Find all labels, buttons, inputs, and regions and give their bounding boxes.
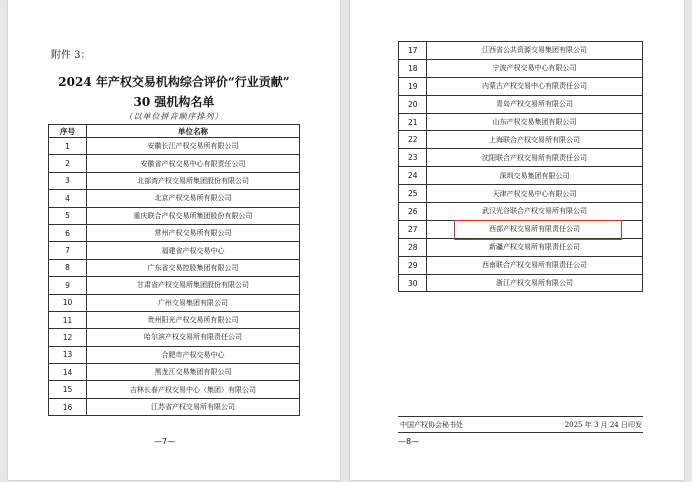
row-number: 14 (49, 364, 87, 381)
institution-name: 广州交易集团有限公司 (87, 294, 300, 311)
institution-name: 安徽省产权交易中心有限责任公司 (87, 155, 300, 172)
document-title-line1: 2024 年产权交易机构综合评价“行业贡献” (58, 75, 290, 89)
document-page-right (350, 0, 684, 480)
row-number: 17 (399, 42, 427, 60)
table-header-row (49, 125, 300, 138)
footer-issuer: 中国产权协会秘书处 (400, 421, 463, 429)
row-number: 27 (399, 220, 427, 238)
institution-name: 合肥市产权交易中心 (87, 346, 300, 363)
row-number: 7 (49, 242, 87, 259)
row-number: 8 (49, 259, 87, 276)
institution-name: 沈阳联合产权交易所有限责任公司 (427, 149, 643, 167)
institution-name: 深圳交易集团有限公司 (427, 167, 643, 185)
column-header-name: 单位名称 (87, 125, 300, 138)
row-number: 29 (399, 256, 427, 274)
table-row (49, 138, 300, 155)
institution-name: 常州产权交易所有限公司 (87, 224, 300, 241)
table-row (399, 42, 643, 60)
institution-name: 西南联合产权交易所有限责任公司 (427, 256, 643, 274)
table-row (399, 274, 643, 292)
table-row (399, 203, 643, 221)
table-row (49, 259, 300, 276)
institution-name: 江西省公共资源交易集团有限公司 (427, 42, 643, 60)
institution-name: 吉林长春产权交易中心（集团）有限公司 (87, 381, 300, 398)
institution-name: 重庆联合产权交易所集团股份有限公司 (87, 207, 300, 224)
institution-name: 福建省产权交易中心 (87, 242, 300, 259)
page-number-left: —7— (154, 437, 176, 446)
institution-name: 内蒙古产权交易中心有限责任公司 (427, 77, 643, 95)
row-number: 2 (49, 155, 87, 172)
table-row (49, 381, 300, 398)
attachment-label: 附件 3： (51, 50, 91, 61)
row-number: 9 (49, 277, 87, 294)
institution-name: 浙江产权交易所有限公司 (427, 274, 643, 292)
table-row (49, 155, 300, 172)
institution-name: 天津产权交易中心有限公司 (427, 185, 643, 203)
table-row (49, 294, 300, 311)
row-number: 13 (49, 346, 87, 363)
row-number: 30 (399, 274, 427, 292)
institution-name: 武汉光谷联合产权交易所有限公司 (427, 203, 643, 221)
row-number: 21 (399, 113, 427, 131)
document-title-line2: 30 强机构名单 (133, 95, 215, 109)
row-number: 22 (399, 131, 427, 149)
table-row (399, 238, 643, 256)
institution-name: 北部湾产权交易所集团股份有限公司 (87, 172, 300, 189)
row-number: 3 (49, 172, 87, 189)
table-row (49, 207, 300, 224)
institution-name: 青岛产权交易所有限公司 (427, 95, 643, 113)
row-number: 28 (399, 238, 427, 256)
table-row (399, 256, 643, 274)
ranking-table-right (398, 41, 643, 292)
document-page-left (8, 0, 340, 480)
footer-rule-bottom (398, 432, 643, 433)
institution-name: 贵州阳光产权交易所有限公司 (87, 311, 300, 328)
institution-name: 甘肃省产权交易所集团股份有限公司 (87, 277, 300, 294)
row-number: 6 (49, 224, 87, 241)
ranking-table-left (48, 124, 300, 416)
row-number: 10 (49, 294, 87, 311)
row-number: 26 (399, 203, 427, 221)
row-number: 5 (49, 207, 87, 224)
table-row (49, 277, 300, 294)
institution-name: 山东产权交易集团有限公司 (427, 113, 643, 131)
table-row (49, 242, 300, 259)
table-row (49, 398, 300, 415)
table-row (399, 167, 643, 185)
highlight-box (454, 220, 622, 240)
row-number: 19 (399, 77, 427, 95)
row-number: 11 (49, 311, 87, 328)
institution-name: 宁波产权交易中心有限公司 (427, 59, 643, 77)
table-row (49, 346, 300, 363)
institution-name: 广东省交易控股集团有限公司 (87, 259, 300, 276)
table-row (49, 329, 300, 346)
footer-date: 2025 年 3 月 24 日印发 (564, 421, 642, 429)
institution-name: 北京产权交易所有限公司 (87, 190, 300, 207)
table-row (399, 95, 643, 113)
page-number-right: —8— (398, 437, 420, 446)
table-row (399, 185, 643, 203)
row-number: 24 (399, 167, 427, 185)
institution-name: 安徽长江产权交易所有限公司 (87, 138, 300, 155)
institution-name: 新疆产权交易所有限责任公司 (427, 238, 643, 256)
column-header-no: 序号 (49, 125, 87, 138)
table-row (49, 364, 300, 381)
table-row (399, 59, 643, 77)
row-number: 15 (49, 381, 87, 398)
institution-name: 黑龙江交易集团有限公司 (87, 364, 300, 381)
table-row (49, 190, 300, 207)
footer-rule-top (398, 416, 643, 417)
table-row (49, 311, 300, 328)
row-number: 12 (49, 329, 87, 346)
table-row (399, 113, 643, 131)
table-row (399, 77, 643, 95)
row-number: 20 (399, 95, 427, 113)
document-subtitle: （以单位拼音顺序排列） (124, 112, 224, 121)
table-row (399, 131, 643, 149)
row-number: 4 (49, 190, 87, 207)
table-row (399, 149, 643, 167)
institution-name: 西部产权交易所有限责任公司 (427, 220, 643, 238)
table-row (49, 172, 300, 189)
institution-name: 上海联合产权交易所有限公司 (427, 131, 643, 149)
row-number: 1 (49, 138, 87, 155)
row-number: 25 (399, 185, 427, 203)
table-row (49, 224, 300, 241)
row-number: 16 (49, 398, 87, 415)
row-number: 23 (399, 149, 427, 167)
institution-name: 江苏省产权交易所有限公司 (87, 398, 300, 415)
institution-name: 哈尔滨产权交易所有限责任公司 (87, 329, 300, 346)
row-number: 18 (399, 59, 427, 77)
